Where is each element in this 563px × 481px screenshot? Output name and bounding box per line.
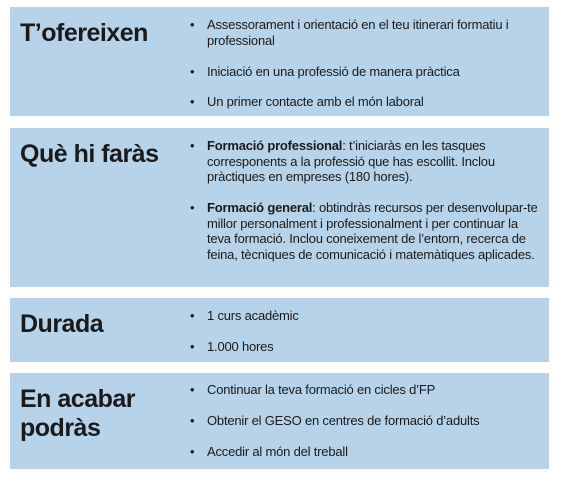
item-text: Continuar la teva formació en cicles d’FP xyxy=(207,382,436,397)
item-text: Obtenir el GESO en centres de formació d’adults xyxy=(207,413,480,428)
bullet-icon: • xyxy=(190,382,195,397)
bullet-icon: • xyxy=(190,444,195,459)
bullet-icon: • xyxy=(190,200,195,215)
section-que-hi-faras xyxy=(10,128,549,287)
list-item xyxy=(190,308,541,324)
item-text: 1 curs acadèmic xyxy=(207,308,299,323)
list-item xyxy=(190,94,541,110)
list-item xyxy=(190,17,541,48)
item-bold-label: Formació professional xyxy=(207,138,343,153)
item-text: Un primer contacte amb el món laboral xyxy=(207,94,424,109)
item-text: Iniciació en una professió de manera pràctica xyxy=(207,64,460,79)
bullet-icon: • xyxy=(190,413,195,428)
bullet-icon: • xyxy=(190,94,195,109)
item-text: Accedir al món del treball xyxy=(207,444,348,459)
list-item xyxy=(190,382,541,398)
section-en-acabar-podras xyxy=(10,373,549,469)
bullet-icon: • xyxy=(190,64,195,79)
list-item xyxy=(190,413,541,429)
list-item xyxy=(190,200,541,262)
item-text: Assessorament i orientació en el teu itinerari formatiu i professional xyxy=(207,17,509,48)
bullet-icon: • xyxy=(190,17,195,32)
item-text: : obtindràs recursos per desenvolupar-te millor personalment i professionalment i per continuar la teva formació. Inclou coneixement de l’entorn, recerca de feina, tècniques de comunicació i matemàtiques aplicades. xyxy=(207,200,538,262)
item-text: : t’iniciaràs en les tasques corresponents a la professió que has escollit. Inclou pràctiques en empreses (180 hores). xyxy=(207,138,495,184)
list-item xyxy=(190,339,541,355)
list-item xyxy=(190,138,541,185)
list-item xyxy=(190,444,541,460)
item-text: 1.000 hores xyxy=(207,339,274,354)
list-item xyxy=(190,64,541,80)
item-bold-label: Formació general xyxy=(207,200,313,215)
section-title: T’ofereixen xyxy=(20,19,148,47)
section-tofereixen xyxy=(10,7,549,116)
bullet-icon: • xyxy=(190,138,195,153)
section-title: Durada xyxy=(20,310,104,338)
section-title: Què hi faràs xyxy=(20,140,159,168)
section-title: En acabar podràs xyxy=(20,385,136,442)
section-durada xyxy=(10,298,549,362)
bullet-icon: • xyxy=(190,339,195,354)
bullet-icon: • xyxy=(190,308,195,323)
